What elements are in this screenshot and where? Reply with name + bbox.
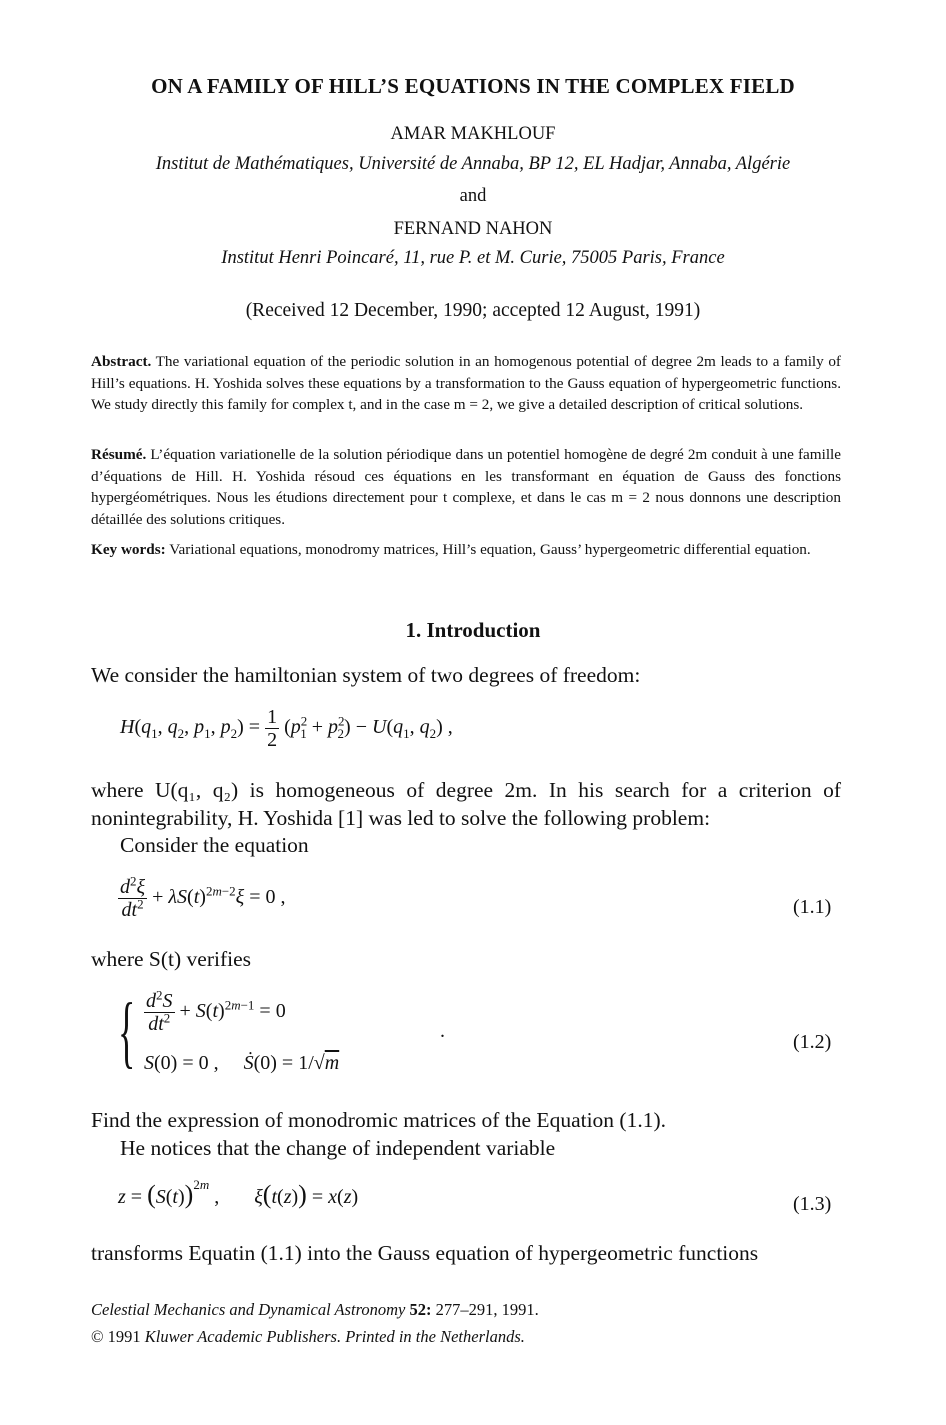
keywords <box>91 539 841 561</box>
keywords-label: Key words: <box>91 541 166 558</box>
abstract-text: The variational equation of the periodic solution in an homogenous potential of degree 2m leads to a family of Hill’s equations. H. Yoshida solves these equations by a transformation to the Gauss equation of hypergeometric functions. We study directly this family for complex t, and in the case m = 2, we give a detailed description of critical solutions. <box>91 353 841 413</box>
intro-paragraph-2: where U(q₁, q₂) is homogeneous of degree 2m. In his search for a criterion of nonintegrability, H. Yoshida [1] was led to solve the following problem: <box>91 778 841 830</box>
equation-number-1-1: (1.1) <box>793 896 832 918</box>
paper-title: ON A FAMILY OF HILL’S EQUATIONS IN THE COMPLEX FIELD <box>151 74 795 98</box>
intro-paragraph-4: where S(t) verifies <box>91 947 251 971</box>
author-1: AMAR MAKHLOUF <box>390 124 556 144</box>
resume-label: Résumé. <box>91 446 147 463</box>
copyright-line <box>91 1327 525 1347</box>
journal-name: Celestial Mechanics and Dynamical Astronomy <box>91 1300 406 1319</box>
equation-1-2-line-1: $\frac{d^2S}{dt^2}$ + $S(t)^{2m-1} = 0$ <box>146 987 286 1035</box>
journal-citation <box>91 1300 539 1320</box>
resume <box>91 444 841 530</box>
and-connector: and <box>459 186 487 206</box>
equation-number-1-2: (1.2) <box>793 1031 832 1053</box>
resume-text: L’équation variationelle de la solution périodique dans un potentiel homogène de degré 2m conduit à une famille d’équations de Hill. H. Yoshida résoud ces équations en les transformant en équation de Gauss des fonctions hypergéométriques. Nous les étudions directement pour t complexe, et dans le cas m = 2 nous donnons une description détaillée des solutions critiques. <box>91 446 841 528</box>
intro-paragraph-1: We consider the hamiltonian system of two degrees of freedom: <box>91 663 641 687</box>
equation-1-1: $\frac{d^2\xi}{dt^2}$ + $\lambda S(t)^{2m-2}\xi = 0$ , <box>120 873 286 921</box>
intro-paragraph-5: Find the expression of monodromic matrices of the Equation (1.1). <box>91 1108 666 1132</box>
publisher: Kluwer Academic Publishers. Printed in the Netherlands. <box>144 1327 525 1346</box>
copyright-year: © 1991 <box>91 1327 141 1346</box>
equation-number-1-3: (1.3) <box>793 1193 832 1215</box>
affiliation-1: Institut de Mathématiques, Université de Annaba, BP 12, EL Hadjar, Annaba, Algérie <box>155 154 791 174</box>
equation-1-2-line-2: S(0) = 0 , Ṡ(0) = 1/√m <box>144 1052 340 1074</box>
author-2: FERNAND NAHON <box>393 219 553 239</box>
abstract <box>91 351 841 416</box>
affiliation-2: Institut Henri Poincaré, 11, rue P. et M. Curie, 75005 Paris, France <box>221 248 725 268</box>
received-dates: (Received 12 December, 1990; accepted 12 August, 1991) <box>245 300 701 321</box>
section-title: 1. Introduction <box>405 618 541 642</box>
abstract-label: Abstract. <box>91 353 152 370</box>
left-brace: { <box>118 988 136 1076</box>
equation-1-3: $z = (S(t))^{2m}$ , ξ(t(z)) = x(z) <box>118 1177 359 1209</box>
keywords-text: Variational equations, monodromy matrices, Hill’s equation, Gauss’ hypergeometric differential equation. <box>169 541 811 558</box>
intro-paragraph-6: He notices that the change of independent variable <box>120 1136 556 1160</box>
journal-volume: 52: <box>409 1300 432 1319</box>
intro-paragraph-7: transforms Equatin (1.1) into the Gauss equation of hypergeometric functions <box>91 1241 759 1265</box>
intro-paragraph-3: Consider the equation <box>120 833 309 857</box>
hamiltonian-equation: $H(q_1$, $q_2$, $p_1$, $p_2$) = $\frac{1}{2}$ $(p^2_1 + p^2_2) - U(q_1$, $q_2$) , <box>120 706 453 751</box>
journal-pages: 277–291, 1991. <box>435 1300 539 1319</box>
equation-1-2: { $\frac{d^2S}{dt^2}$ + $S(t)^{2m-1} = 0$ S(0) = 0 , Ṡ(0) = 1/√m . <box>118 990 458 1090</box>
